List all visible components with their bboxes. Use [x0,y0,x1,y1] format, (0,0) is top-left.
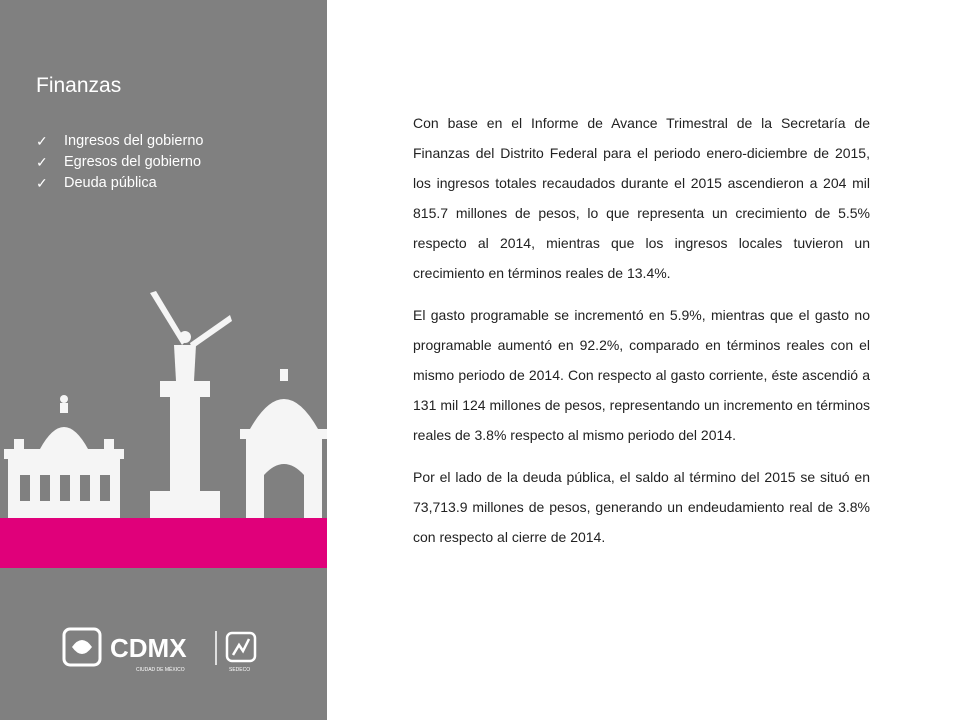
check-icon: ✓ [36,175,48,191]
checklist-item-label: Ingresos del gobierno [64,133,204,149]
paragraph-deuda: Por el lado de la deuda pública, el saldo al término del 2015 se situó en 73,713.9 millones de pesos, generando un endeudamiento real de 3.8% con respecto al cierre de 2014. [413,469,870,545]
topic-checklist [36,131,203,194]
check-icon: ✓ [36,154,48,170]
checklist-item-label: Egresos del gobierno [64,154,202,170]
main-content [413,108,870,564]
city-skyline-illustration [0,285,327,525]
logo-brand: CDMX [110,633,187,663]
paragraph-ingresos: Con base en el Informe de Avance Trimestral de la Secretaría de Finanzas del Distrito Federal para el periodo enero-diciembre de 2015, los ingresos totales recaudados durante el 2015 ascendieron a 204 mil 815.7 millones de pesos, lo que representa un crecimiento de 5.5% respecto al 2014, mientras que los ingresos locales tuvieron un crecimiento en términos reales de 13.4%. [413,115,870,281]
logo-agency: SEDECO [229,667,251,673]
accent-band [0,518,327,568]
sidebar-title: Finanzas [36,74,122,97]
checklist-item-label: Deuda pública [64,175,157,191]
checklist-item [36,152,203,173]
paragraph-egresos: El gasto programable se incrementó en 5.9%, mientras que el gasto no programable aumentó en 92.2%, comparado en términos reales con el mismo periodo de 2014. Con respecto al gasto corriente, éste ascendió a 131 mil 124 millones de pesos, representando un incremento en términos reales de 3.8% respecto al mismo periodo del 2014. [413,307,870,443]
checklist-item [36,131,203,152]
sidebar [0,0,327,720]
logo-tagline: CIUDAD DE MÉXICO [136,667,185,673]
checklist-item [36,173,203,194]
cdmx-logo [62,625,272,675]
check-icon: ✓ [36,133,48,149]
